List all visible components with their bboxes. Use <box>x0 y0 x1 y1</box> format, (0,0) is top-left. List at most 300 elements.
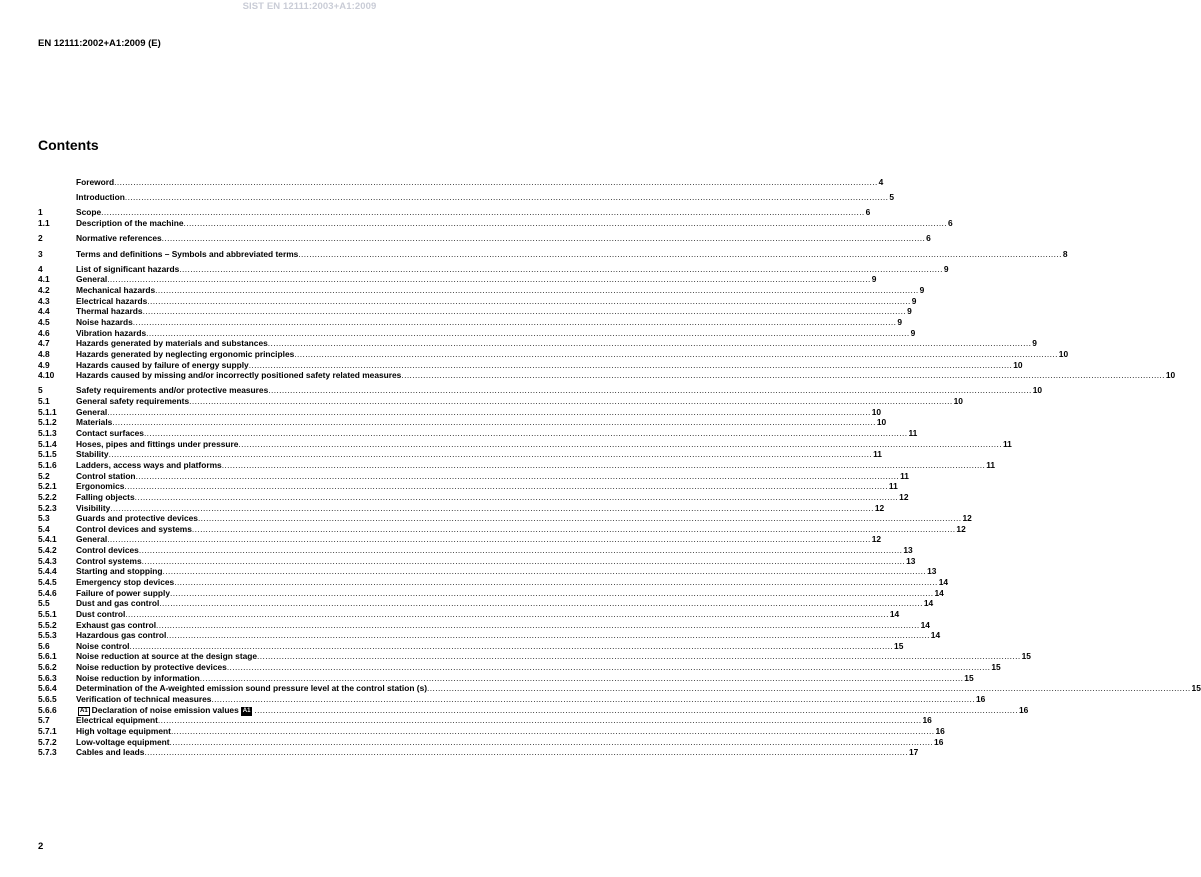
toc-entry-page: 14 <box>920 619 930 630</box>
toc-entry-number: 5.1 <box>38 396 50 407</box>
toc-entry-page: 9 <box>1032 338 1037 349</box>
toc-entry-title-wrap <box>76 683 427 694</box>
toc-entry-page: 14 <box>938 576 949 587</box>
toc-entry-title: Determination of the A-weighted emission sound pressure level at the control station (s) <box>76 683 428 694</box>
toc-entry[interactable] <box>38 545 913 556</box>
toc-entry[interactable] <box>38 715 932 726</box>
toc-entry[interactable] <box>38 704 1029 716</box>
toc-entry-number: 5.4.2 <box>38 545 57 556</box>
dot-leader <box>144 428 908 439</box>
toc-entry[interactable] <box>38 608 900 620</box>
toc-entry-title: Stability <box>76 449 109 460</box>
toc-entry-page: 10 <box>876 417 887 428</box>
toc-entry[interactable] <box>38 428 918 439</box>
dot-leader <box>133 317 897 328</box>
toc-entry-title: Materials <box>76 417 113 428</box>
toc-entry-title-wrap <box>76 545 139 556</box>
toc-entry[interactable] <box>38 683 1201 694</box>
toc-entry[interactable] <box>38 587 944 599</box>
toc-entry-page: 15 <box>1021 651 1031 662</box>
toc-entry-title-wrap <box>76 192 125 203</box>
toc-entry-title: List of significant hazards <box>76 263 180 274</box>
toc-entry-page: 9 <box>943 263 949 274</box>
toc-entry-number: 5.4.1 <box>38 534 57 545</box>
toc-entry-title: Control station <box>76 470 136 481</box>
document-header: EN 12111:2002+A1:2009 (E) <box>38 38 161 49</box>
toc-entry-number: 4.6 <box>38 327 50 338</box>
dot-leader <box>112 417 876 428</box>
toc-entry[interactable] <box>38 263 949 275</box>
dot-leader <box>159 598 923 609</box>
dot-leader <box>101 207 865 218</box>
toc-entry[interactable] <box>38 502 885 514</box>
toc-entry-title-wrap <box>76 439 238 450</box>
toc-entry-title-wrap <box>76 328 146 339</box>
toc-entry-title-wrap <box>76 641 130 652</box>
dot-leader <box>162 233 926 244</box>
toc-entry-title: Control devices <box>76 545 139 556</box>
dot-leader <box>146 328 910 339</box>
dot-leader <box>198 513 962 524</box>
toc-entry-title-wrap <box>76 673 200 684</box>
toc-entry[interactable] <box>38 523 966 535</box>
dot-leader <box>257 651 1021 662</box>
toc-entry[interactable] <box>38 306 912 317</box>
toc-entry-number: 4.7 <box>38 338 50 349</box>
toc-entry[interactable] <box>38 481 898 492</box>
toc-entry[interactable] <box>38 233 931 244</box>
toc-entry-number: 4.9 <box>38 359 50 370</box>
toc-entry-title-wrap <box>76 534 107 545</box>
dot-leader <box>170 737 934 748</box>
toc-entry-title-wrap <box>76 417 112 428</box>
toc-entry-title-wrap <box>76 747 144 758</box>
toc-entry-page: 12 <box>899 491 909 502</box>
contents-heading: Contents <box>38 137 99 153</box>
dot-leader <box>166 630 930 641</box>
dot-leader <box>143 306 907 317</box>
toc-entry[interactable] <box>38 619 930 631</box>
toc-entry-page: 9 <box>910 327 916 338</box>
toc-entry-page: 15 <box>1191 683 1201 694</box>
toc-entry[interactable] <box>38 576 949 588</box>
toc-entry[interactable] <box>38 417 887 428</box>
toc-entry[interactable] <box>38 672 974 684</box>
toc-entry-title: Normative references <box>76 233 162 244</box>
toc-entry-title-wrap <box>76 360 249 371</box>
toc-entry-title-wrap <box>76 218 184 229</box>
dot-leader <box>192 524 956 535</box>
toc-entry-page: 11 <box>900 470 909 481</box>
toc-entry-page: 10 <box>1165 370 1176 381</box>
dot-leader <box>427 683 1191 694</box>
toc-entry-page: 14 <box>889 608 900 619</box>
toc-entry[interactable] <box>38 566 937 577</box>
toc-entry-title-wrap <box>76 177 114 188</box>
toc-entry[interactable] <box>38 513 972 524</box>
toc-entry-number: 5.5 <box>38 598 50 609</box>
toc-entry-number: 5.6.4 <box>38 683 57 694</box>
toc-entry-title-wrap <box>76 306 143 317</box>
toc-entry[interactable] <box>38 396 963 407</box>
toc-entry-number: 5.4.3 <box>38 555 57 566</box>
page-number: 2 <box>38 841 44 852</box>
toc-entry-number: 5.2 <box>38 470 50 481</box>
dot-leader <box>156 620 920 631</box>
toc-entry-number: 5.6.3 <box>38 672 57 683</box>
toc-entry-page: 11 <box>908 428 918 439</box>
toc-entry[interactable] <box>38 449 882 460</box>
toc-entry[interactable] <box>38 248 1068 260</box>
toc-entry-title: Thermal hazards <box>76 306 143 317</box>
toc-entry[interactable] <box>38 295 917 307</box>
toc-entry-title-wrap <box>76 651 257 662</box>
toc-entry-page: 9 <box>871 274 877 285</box>
toc-entry-title: Cables and leads <box>76 747 145 758</box>
toc-entry[interactable] <box>38 725 945 737</box>
toc-entry[interactable] <box>38 385 1043 396</box>
toc-entry-title-wrap <box>76 207 101 218</box>
toc-entry-title: Terms and definitions – Symbols and abbreviated terms <box>76 248 299 259</box>
toc-entry-page: 16 <box>935 725 945 736</box>
toc-entry-title: Noise control <box>76 640 130 651</box>
toc-entry-title-wrap <box>76 274 107 285</box>
dot-leader <box>189 396 953 407</box>
toc-entry-number: 5.6.1 <box>38 651 57 662</box>
toc-entry[interactable] <box>38 747 919 758</box>
toc-entry-page: 14 <box>934 587 944 598</box>
amendment-start-marker: A1 <box>80 707 88 714</box>
toc-entry-page: 14 <box>923 598 934 609</box>
toc-entry-title: Control systems <box>76 555 142 566</box>
toc-entry-title: Hazards generated by neglecting ergonomic principles <box>76 348 295 359</box>
toc-entry[interactable] <box>38 317 902 328</box>
toc-entry-title: Declaration of noise emission values <box>91 704 239 715</box>
toc-entry-number: 4.3 <box>38 295 50 306</box>
toc-entry-page: 13 <box>927 566 937 577</box>
dot-leader <box>107 407 871 418</box>
toc-entry-title-wrap <box>76 370 401 381</box>
toc-entry-page: 6 <box>926 233 931 244</box>
toc-entry-number: 5.6.5 <box>38 694 57 705</box>
toc-entry[interactable] <box>38 651 1031 662</box>
toc-entry[interactable] <box>38 338 1037 349</box>
toc-entry-page: 9 <box>911 295 917 306</box>
toc-entry-title-wrap <box>76 264 179 275</box>
toc-entry-page: 12 <box>871 534 882 545</box>
toc-entry-title-wrap <box>76 492 135 503</box>
toc-entry-title: Ladders, access ways and platforms <box>76 459 222 470</box>
toc-entry[interactable] <box>38 177 884 188</box>
dot-leader <box>163 566 927 577</box>
toc-entry-title: General <box>76 274 108 285</box>
toc-entry-title-wrap <box>76 694 211 705</box>
toc-entry[interactable] <box>38 694 986 705</box>
toc-entry-title-wrap <box>76 524 192 535</box>
toc-entry-number: 5.6.6 <box>38 704 57 715</box>
dot-leader <box>222 460 986 471</box>
toc-entry-page: 9 <box>919 285 925 296</box>
toc-entry-number: 5.4 <box>38 523 50 534</box>
toc-entry-page: 9 <box>907 306 912 317</box>
dot-leader <box>130 641 894 652</box>
dot-leader <box>158 715 922 726</box>
toc-entry-page: 16 <box>1018 704 1029 715</box>
toc-entry-title-wrap <box>76 407 107 418</box>
toc-entry-title-wrap <box>76 481 124 492</box>
toc-entry[interactable] <box>38 406 882 418</box>
toc-entry-number: 5.2.2 <box>38 491 57 502</box>
dot-leader <box>110 503 874 514</box>
toc-entry[interactable] <box>38 348 1069 360</box>
toc-entry-title: Introduction <box>76 192 125 203</box>
toc-entry-title-wrap <box>76 588 170 599</box>
toc-entry-number: 4.5 <box>38 317 50 328</box>
toc-entry-title: Hazards generated by materials and substances <box>76 338 268 349</box>
toc-entry-title-wrap <box>76 662 227 673</box>
toc-entry-number: 1.1 <box>38 218 50 229</box>
toc-entry-number: 4.4 <box>38 306 50 317</box>
toc-entry-number: 5.4.5 <box>38 576 57 587</box>
toc-entry-title: Failure of power supply <box>76 587 170 598</box>
toc-entry-page: 13 <box>903 545 913 556</box>
toc-entry[interactable] <box>38 598 934 609</box>
toc-entry-title-wrap <box>76 620 156 631</box>
dot-leader <box>174 577 938 588</box>
toc-entry-number: 5.1.6 <box>38 459 57 470</box>
dot-leader <box>142 556 906 567</box>
toc-entry-page: 9 <box>897 317 902 328</box>
toc-entry-title-wrap <box>76 285 155 296</box>
toc-entry-title-wrap <box>76 449 109 460</box>
toc-entry-page: 10 <box>1058 348 1069 359</box>
toc-entry-number: 5.7.2 <box>38 736 57 747</box>
toc-entry-number: 5.2.1 <box>38 481 57 492</box>
toc-entry[interactable] <box>38 630 941 641</box>
dot-leader <box>227 662 991 673</box>
toc-entry-title-wrap <box>76 396 189 407</box>
dot-leader <box>125 192 889 203</box>
dot-leader <box>170 588 934 599</box>
toc-entry-title-wrap <box>76 630 166 641</box>
toc-entry-title-wrap <box>76 249 298 260</box>
toc-entry-title: Safety requirements and/or protective measures <box>76 385 269 396</box>
toc-entry-title: General <box>76 534 108 545</box>
dot-leader <box>125 609 889 620</box>
toc-entry-page: 13 <box>906 555 916 566</box>
toc-entry-title: Exhaust gas control <box>76 619 157 630</box>
amendment-end-marker: A1 <box>242 707 251 714</box>
toc-entry-title: Noise reduction by protective devices <box>76 662 227 673</box>
toc-entry-number: 5.6 <box>38 640 50 651</box>
dot-leader <box>147 296 911 307</box>
toc-entry-number: 4.8 <box>38 348 50 359</box>
toc-entry-title: Scope <box>76 207 102 218</box>
toc-entry-page: 12 <box>962 513 972 524</box>
toc-entry-title-wrap <box>76 715 158 726</box>
toc-entry[interactable] <box>38 534 882 545</box>
toc-entry-number: 5.1.2 <box>38 417 57 428</box>
toc-entry-title-wrap <box>76 233 162 244</box>
dot-leader <box>254 705 1018 716</box>
dot-leader <box>401 370 1165 381</box>
dot-leader <box>135 492 899 503</box>
toc-entry-number: 5.5.2 <box>38 619 57 630</box>
toc-entry-page: 12 <box>874 502 885 513</box>
toc-entry[interactable] <box>38 438 1012 450</box>
toc-entry-page: 10 <box>1032 385 1043 396</box>
dot-leader <box>184 218 948 229</box>
toc-entry-title-wrap <box>76 349 294 360</box>
toc-entry-title: Hazardous gas control <box>76 630 167 641</box>
toc-entry-number: 5 <box>38 385 43 396</box>
toc-entry-number: 5.4.6 <box>38 587 57 598</box>
toc-entry[interactable] <box>38 640 904 652</box>
toc-entry-page: 16 <box>934 736 944 747</box>
toc-entry[interactable] <box>38 207 871 218</box>
toc-entry-number: 5.4.4 <box>38 566 57 577</box>
toc-entry-page: 15 <box>894 640 904 651</box>
dot-leader <box>107 274 871 285</box>
toc-entry-page: 12 <box>956 523 966 534</box>
toc-entry-title: Contact surfaces <box>76 428 144 439</box>
toc-entry-number: 5.1.5 <box>38 449 57 460</box>
toc-entry-title: Ergonomics <box>76 481 125 492</box>
toc-entry-page: 10 <box>871 406 882 417</box>
toc-entry-page: 11 <box>888 481 898 492</box>
toc-entry-page: 8 <box>1062 248 1068 259</box>
toc-entry-title-wrap <box>76 471 136 482</box>
toc-entry[interactable] <box>38 736 944 748</box>
toc-entry-number: 4.2 <box>38 285 50 296</box>
toc-entry-title: Verification of technical measures <box>76 694 212 705</box>
toc-entry-title: Starting and stopping <box>76 566 163 577</box>
toc-entry-title: Low-voltage equipment <box>76 736 170 747</box>
toc-entry-title: Vibration hazards <box>76 327 147 338</box>
toc-entry-page: 4 <box>878 177 884 187</box>
dot-leader <box>155 285 919 296</box>
dot-leader <box>238 439 1002 450</box>
toc-entry-title: Hoses, pipes and fittings under pressure <box>76 438 239 449</box>
toc-entry-number: 3 <box>38 248 43 259</box>
toc-entry-title: Guards and protective devices <box>76 513 198 524</box>
table-of-contents <box>38 177 1201 758</box>
toc-entry-number: 5.1.1 <box>38 406 57 417</box>
toc-entry-title-wrap <box>76 428 144 439</box>
toc-entry-page: 15 <box>991 662 1001 673</box>
toc-entry-title-wrap <box>76 385 268 396</box>
dot-leader <box>298 249 1062 260</box>
dot-leader <box>294 349 1058 360</box>
toc-entry-title: Visibility <box>76 502 111 513</box>
toc-entry-number: 5.2.3 <box>38 502 57 513</box>
toc-entry[interactable] <box>38 274 877 285</box>
watermark: SIST EN 12111:2003+A1:2009 <box>242 1 377 12</box>
dot-leader <box>109 449 873 460</box>
toc-entry-title-wrap <box>76 460 222 471</box>
toc-entry-title: Noise reduction by information <box>76 672 200 683</box>
toc-entry-page: 10 <box>953 396 963 407</box>
toc-entry-number: 5.1.3 <box>38 428 57 439</box>
toc-entry[interactable] <box>38 359 1023 371</box>
dot-leader <box>136 471 900 482</box>
toc-entry-title: Description of the machine <box>76 218 184 229</box>
toc-entry-number: 5.7.3 <box>38 747 57 758</box>
toc-entry-title-wrap <box>76 726 171 737</box>
toc-entry[interactable] <box>38 192 895 203</box>
toc-entry-title-wrap <box>76 317 133 328</box>
dot-leader <box>268 385 1032 396</box>
toc-entry-page: 6 <box>948 218 953 229</box>
toc-entry[interactable] <box>38 327 916 339</box>
toc-entry[interactable] <box>38 555 916 567</box>
toc-entry-title: Emergency stop devices <box>76 576 175 587</box>
dot-leader <box>171 726 935 737</box>
toc-entry[interactable] <box>38 662 1001 673</box>
toc-entry[interactable] <box>38 470 909 482</box>
toc-entry[interactable] <box>38 459 996 471</box>
toc-entry-page: 14 <box>930 630 941 641</box>
toc-entry-title-wrap <box>76 296 147 307</box>
toc-entry-page: 16 <box>975 694 986 705</box>
toc-entry-page: 11 <box>986 459 996 470</box>
toc-entry-title-wrap <box>76 737 170 748</box>
toc-entry-page: 17 <box>908 747 919 758</box>
dot-leader <box>144 747 908 758</box>
toc-entry-title: Dust and gas control <box>76 598 160 609</box>
toc-entry-title-wrap <box>76 609 125 620</box>
dot-leader <box>139 545 903 556</box>
dot-leader <box>179 264 943 275</box>
toc-entry-title-wrap <box>76 503 110 514</box>
toc-entry-number: 4 <box>38 263 43 274</box>
dot-leader <box>114 177 878 188</box>
toc-entry[interactable] <box>38 491 909 503</box>
toc-entry-number: 5.5.1 <box>38 608 57 619</box>
toc-entry-number: 1 <box>38 207 43 218</box>
dot-leader <box>249 360 1013 371</box>
toc-entry-title-wrap <box>76 577 174 588</box>
toc-entry-page: 11 <box>873 449 882 460</box>
toc-entry-title-wrap <box>76 598 159 609</box>
toc-entry-number: 5.6.2 <box>38 662 57 673</box>
toc-entry-number: 5.7.1 <box>38 725 57 736</box>
toc-entry-title: Falling objects <box>76 491 135 502</box>
toc-entry-number: 5.7 <box>38 715 50 726</box>
toc-entry-title: Noise reduction at source at the design stage <box>76 651 258 662</box>
toc-entry-title: General safety requirements <box>76 396 190 407</box>
toc-entry-number: 4.10 <box>38 370 55 381</box>
toc-entry-title-wrap <box>76 566 163 577</box>
toc-entry[interactable] <box>38 285 925 296</box>
toc-entry-page: 6 <box>865 207 871 218</box>
toc-entry-title: General <box>76 406 108 417</box>
toc-entry-number: 4.1 <box>38 274 50 285</box>
dot-leader <box>200 673 964 684</box>
toc-entry-page: 16 <box>922 715 932 726</box>
toc-entry[interactable] <box>38 370 1176 381</box>
toc-entry-page: 11 <box>1002 438 1012 449</box>
toc-entry[interactable] <box>38 218 953 229</box>
toc-entry-page: 5 <box>889 192 895 203</box>
dot-leader <box>124 481 888 492</box>
toc-entry-number: 2 <box>38 233 43 244</box>
toc-entry-title-wrap <box>76 705 254 716</box>
dot-leader <box>211 694 975 705</box>
dot-leader <box>268 338 1032 349</box>
toc-entry-title: Electrical hazards <box>76 295 148 306</box>
toc-entry-title-wrap <box>76 513 198 524</box>
